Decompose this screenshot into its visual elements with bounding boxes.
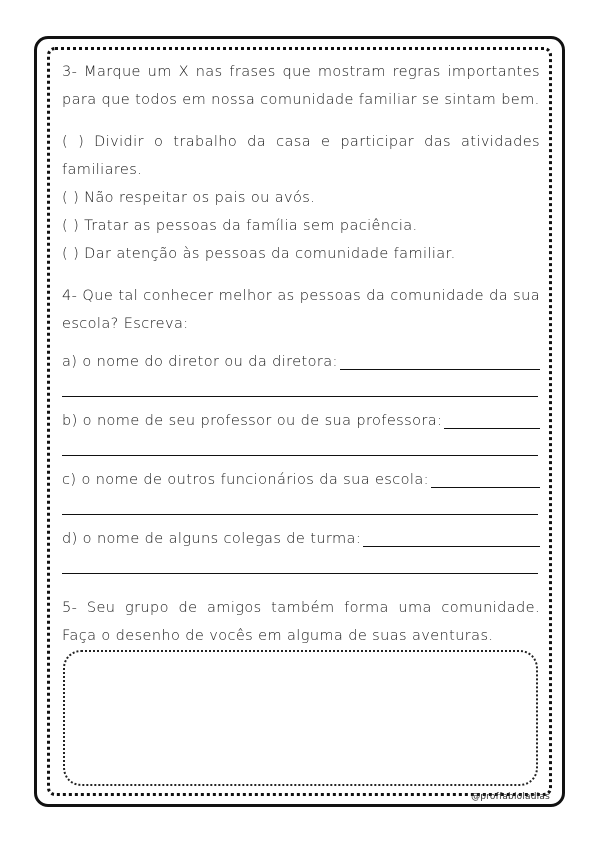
question-4a-answer-line[interactable] <box>340 369 540 370</box>
question-3-option-3[interactable]: ( ) Tratar as pessoas da família sem paciência. <box>62 218 418 234</box>
question-4a-row <box>62 348 540 376</box>
question-4b-answer-line[interactable] <box>444 428 540 429</box>
question-4-prompt: 4- Que tal conhecer melhor as pessoas da comunidade da sua escola? Escreva: <box>62 288 540 332</box>
question-4d-answer-line[interactable] <box>363 546 540 547</box>
author-credit: @proffabioladias <box>471 792 550 802</box>
question-4b-extra-line[interactable] <box>62 435 538 456</box>
question-4d-row <box>62 525 540 553</box>
question-4c-row <box>62 466 540 494</box>
question-4a-extra-line[interactable] <box>62 376 538 397</box>
question-4c-label: c) o nome de outros funcionários da sua escola: <box>62 472 429 488</box>
question-4d-label: d) o nome de alguns colegas de turma: <box>62 531 362 547</box>
worksheet-content <box>62 58 540 650</box>
question-3-prompt: 3- Marque um X nas frases que mostram regras importantes para que todos em nossa comunidade familiar se sintam bem. <box>62 64 540 108</box>
question-5-prompt: 5- Seu grupo de amigos também forma uma comunidade. Faça o desenho de vocês em alguma de suas aventuras. <box>62 600 540 644</box>
question-4d-extra-line[interactable] <box>62 553 538 574</box>
question-3-option-2[interactable]: ( ) Não respeitar os pais ou avós. <box>62 190 316 206</box>
question-4b-row <box>62 407 540 435</box>
drawing-area[interactable] <box>63 650 538 786</box>
question-3-option-4[interactable]: ( ) Dar atenção às pessoas da comunidade familiar. <box>62 246 456 262</box>
question-4b-label: b) o nome de seu professor ou de sua professora: <box>62 413 443 429</box>
question-4a-label: a) o nome do diretor ou da diretora: <box>62 354 338 370</box>
question-4c-answer-line[interactable] <box>431 487 540 488</box>
question-3-option-1[interactable]: ( ) Dividir o trabalho da casa e participar das atividades familiares. <box>62 134 540 178</box>
question-4c-extra-line[interactable] <box>62 494 538 515</box>
